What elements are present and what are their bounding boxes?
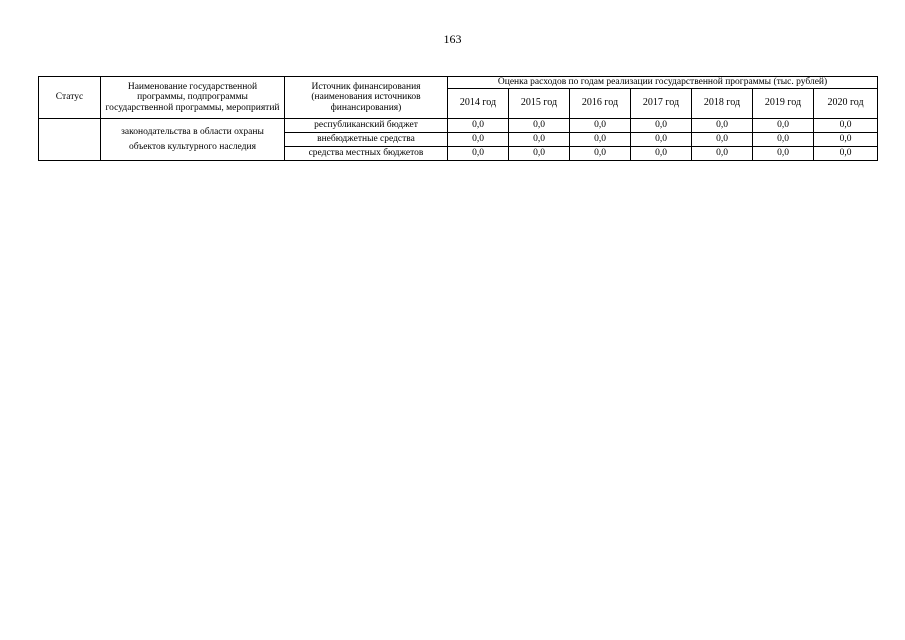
header-program-name: Наименование государственной программы, подпрограммы государственной программы, мероприятий <box>101 77 285 119</box>
value-cell: 0,0 <box>631 133 692 147</box>
value-cell: 0,0 <box>448 133 509 147</box>
header-year: 2014 год <box>448 89 509 119</box>
table-row <box>39 119 878 133</box>
value-cell: 0,0 <box>509 119 570 133</box>
value-cell: 0,0 <box>448 119 509 133</box>
header-year: 2019 год <box>753 89 814 119</box>
value-cell: 0,0 <box>509 147 570 161</box>
budget-table <box>38 76 878 161</box>
status-cell <box>39 119 101 161</box>
header-year: 2016 год <box>570 89 631 119</box>
header-year: 2017 год <box>631 89 692 119</box>
value-cell: 0,0 <box>570 133 631 147</box>
funding-source-cell: внебюджетные средства <box>285 133 448 147</box>
page-number: 163 <box>443 32 462 46</box>
funding-source-cell: республиканский бюджет <box>285 119 448 133</box>
value-cell: 0,0 <box>570 119 631 133</box>
value-cell: 0,0 <box>631 119 692 133</box>
value-cell: 0,0 <box>814 147 878 161</box>
value-cell: 0,0 <box>692 133 753 147</box>
value-cell: 0,0 <box>814 119 878 133</box>
value-cell: 0,0 <box>753 119 814 133</box>
header-status: Статус <box>39 77 101 119</box>
program-name-continuation: законодательства в области охраны объектов культурного наследия <box>101 119 285 161</box>
value-cell: 0,0 <box>692 119 753 133</box>
value-cell: 0,0 <box>509 133 570 147</box>
header-year: 2018 год <box>692 89 753 119</box>
value-cell: 0,0 <box>753 133 814 147</box>
value-cell: 0,0 <box>570 147 631 161</box>
value-cell: 0,0 <box>753 147 814 161</box>
value-cell: 0,0 <box>692 147 753 161</box>
header-expense-estimate: Оценка расходов по годам реализации государственной программы (тыс. рублей) <box>448 77 878 89</box>
header-year: 2020 год <box>814 89 878 119</box>
funding-source-cell: средства местных бюджетов <box>285 147 448 161</box>
value-cell: 0,0 <box>814 133 878 147</box>
value-cell: 0,0 <box>631 147 692 161</box>
header-funding-source: Источник финансирования (наименования источников финансирования) <box>285 77 448 119</box>
value-cell: 0,0 <box>448 147 509 161</box>
header-year: 2015 год <box>509 89 570 119</box>
